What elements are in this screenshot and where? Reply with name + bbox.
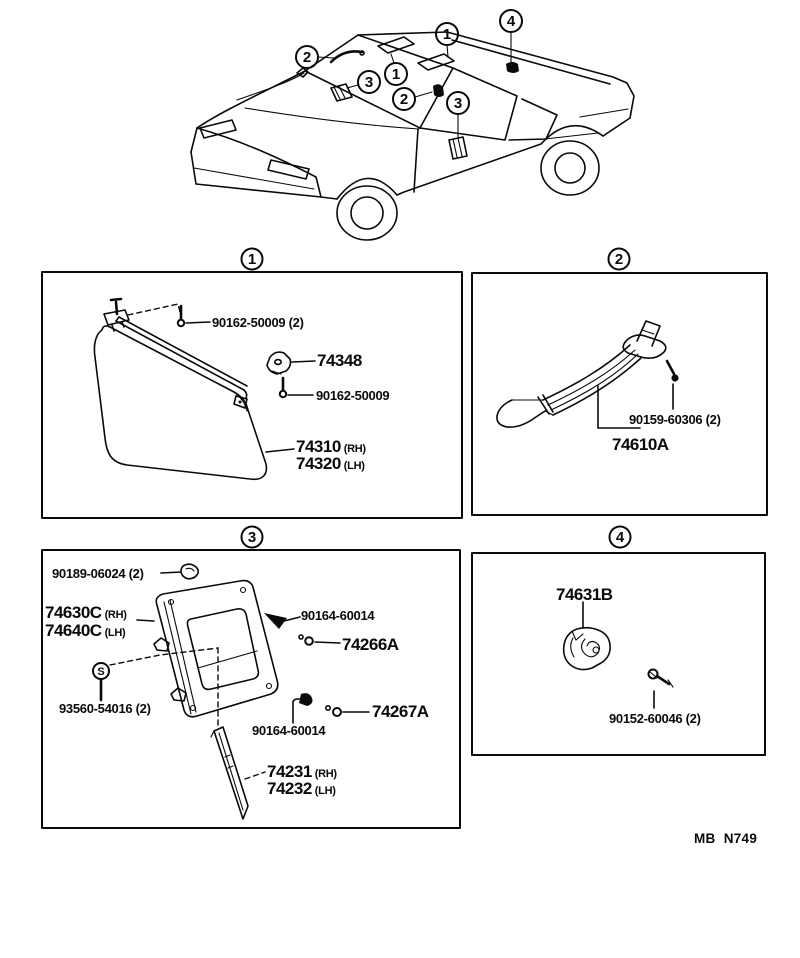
part-number-label: 90189-06024 (2)	[52, 566, 144, 581]
screw-icon	[299, 693, 312, 706]
part-number-label: 90152-60046 (2)	[609, 711, 701, 726]
car-callout-2b	[393, 88, 415, 110]
panel-3-badge	[242, 527, 263, 548]
panel-4-badge	[610, 527, 631, 548]
screw-icon	[280, 378, 286, 397]
svg-text:1: 1	[247, 251, 257, 268]
part-number-label: 74630C (RH)	[45, 603, 127, 622]
part-number-label: 74310 (RH)	[296, 437, 366, 456]
strip-part	[211, 727, 248, 819]
part-number-label: 74267A	[372, 702, 429, 721]
part-number-label: 74320 (LH)	[296, 454, 365, 473]
svg-text:1: 1	[442, 26, 452, 43]
svg-text:4: 4	[615, 529, 625, 546]
panel-1-box	[42, 272, 462, 518]
car-callout-3	[358, 71, 380, 93]
panel-2-badge	[609, 249, 630, 270]
clip-icon	[181, 564, 198, 579]
svg-text:1: 1	[391, 66, 401, 83]
front-wheel	[337, 186, 397, 240]
car-illustration	[191, 10, 634, 240]
screw-icon	[326, 706, 341, 716]
car-visor-1	[378, 37, 414, 53]
screw-icon	[299, 635, 313, 645]
panel-2-box	[472, 273, 767, 515]
part-number-label: 74610A	[612, 435, 669, 454]
car-assist-grip	[331, 51, 362, 62]
part-number-label: 74266A	[342, 635, 399, 654]
part-number-label: 74232 (LH)	[267, 779, 336, 798]
car-callout-3b	[447, 92, 469, 114]
svg-text:3: 3	[453, 95, 463, 112]
svg-text:2: 2	[399, 91, 409, 108]
bezel-part	[154, 581, 278, 717]
part-number-label: 74231 (RH)	[267, 762, 337, 781]
panel-3-box	[42, 550, 460, 828]
part-number-label: 90164-60014	[252, 723, 326, 738]
part-number-label: 90159-60306 (2)	[629, 412, 721, 427]
coat-hook-part	[564, 628, 610, 670]
car-callout-1b	[385, 63, 407, 85]
svg-text:3: 3	[247, 529, 257, 546]
part-number-label: 74631B	[556, 585, 613, 604]
svg-text:S: S	[97, 666, 105, 678]
visor-holder-icon	[267, 352, 291, 374]
screw-icon	[649, 670, 674, 688]
part-number-label: 90164-60014	[301, 608, 375, 623]
car-coat-hook	[506, 62, 519, 73]
panel-4-drawing	[564, 602, 673, 708]
part-number-label: 90162-50009 (2)	[212, 315, 304, 330]
svg-text:2: 2	[302, 49, 312, 66]
svg-text:3: 3	[364, 74, 374, 91]
page-code: MB N749	[694, 831, 758, 846]
part-number-label: 74640C (LH)	[45, 621, 126, 640]
part-number-label: 93560-54016 (2)	[59, 701, 151, 716]
car-callout-4	[500, 10, 522, 32]
s-marker	[93, 663, 109, 700]
rear-wheel	[541, 141, 599, 195]
svg-text:4: 4	[506, 13, 516, 30]
svg-text:2: 2	[614, 251, 624, 268]
part-number-label: 90162-50009	[316, 388, 390, 403]
car-belt-clip-2	[449, 137, 467, 159]
panel-1-badge	[242, 249, 263, 270]
screw-icon	[667, 361, 679, 382]
car-callout-2	[296, 46, 318, 68]
part-number-label: 74348	[317, 351, 362, 370]
